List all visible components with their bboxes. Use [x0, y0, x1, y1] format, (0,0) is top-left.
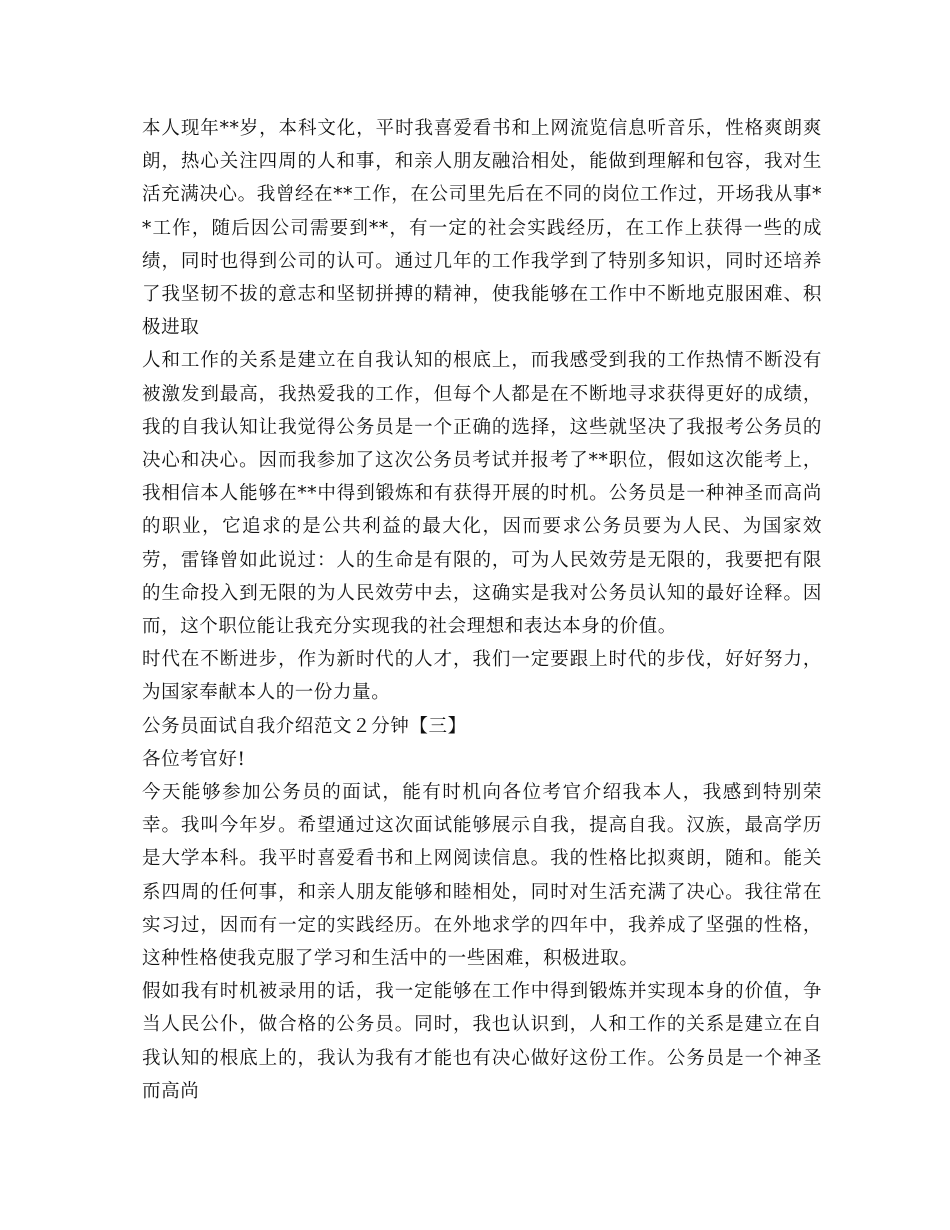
paragraph-self-introduction: 今天能够参加公务员的面试，能有时机向各位考官介绍我本人，我感到特别荣幸。我叫今年岁。希望通过这次面试能够展示自我，提高自我。汉族，最高学历是大学本科。我平时喜爱看书和上网阅读信息。我的性格比拟爽朗，随和。能关系四周的任何事，和亲人朋友能够和睦相处，同时对生活充满了决心。我往常在实习过，因而有一定的实践经历。在外地求学的四年中，我养成了坚强的性格，这种性格使我克服了学习和生活中的一些困难，积极进取。: [142, 782, 822, 970]
section-heading: 公务员面试自我介绍范文２分钟【三】: [142, 715, 467, 737]
paragraph-era-progress: 时代在不断进步，作为新时代的人才，我们一定要跟上时代的步伐，好好努力，为国家奉献本人的一份力量。: [142, 649, 822, 704]
greeting-line: 各位考官好!: [142, 748, 246, 770]
paragraph-personal-background: 本人现年**岁，本科文化，平时我喜爱看书和上网流览信息听音乐，性格爽朗爽朗，热心关注四周的人和事，和亲人朋友融洽相处，能做到理解和包容，我对生活充满决心。我曾经在**工作，在公司里先后在不同的岗位工作过，开场我从事**工作，随后因公司需要到**，有一定的社会实践经历，在工作上获得一些的成绩，同时也得到公司的认可。通过几年的工作我学到了特别多知识，同时还培养了我坚韧不拔的意志和坚韧拼搏的精神，使我能够在工作中不断地克服困难、积极进取: [142, 118, 822, 339]
paragraph-work-and-self-awareness: 人和工作的关系是建立在自我认知的根底上，而我感受到我的工作热情不断没有被激发到最高，我热爱我的工作，但每个人都是在不断地寻求获得更好的成绩，我的自我认知让我觉得公务员是一个正确的选择，这些就坚决了我报考公务员的决心和决心。因而我参加了这次公务员考试并报考了**职位，假如这次能考上，我相信本人能够在**中得到锻炼和有获得开展的时机。公务员是一种神圣而高尚的职业，它追求的是公共利益的最大化，因而要求公务员要为人民、为国家效劳，雷锋曾如此说过：人的生命是有限的，可为人民效劳是无限的，我要把有限的生命投入到无限的为人民效劳中去，这确实是我对公务员认知的最好诠释。因而，这个职位能让我充分实现我的社会理想和表达本身的价值。: [142, 350, 822, 638]
paragraph-if-hired: 假如我有时机被录用的话，我一定能够在工作中得到锻炼并实现本身的价值，争当人民公仆，做合格的公务员。同时，我也认识到，人和工作的关系是建立在自我认知的根底上的，我认为我有才能也有决心做好这份工作。公务员是一个神圣而高尚: [142, 981, 822, 1102]
document-body: [142, 112, 822, 1108]
